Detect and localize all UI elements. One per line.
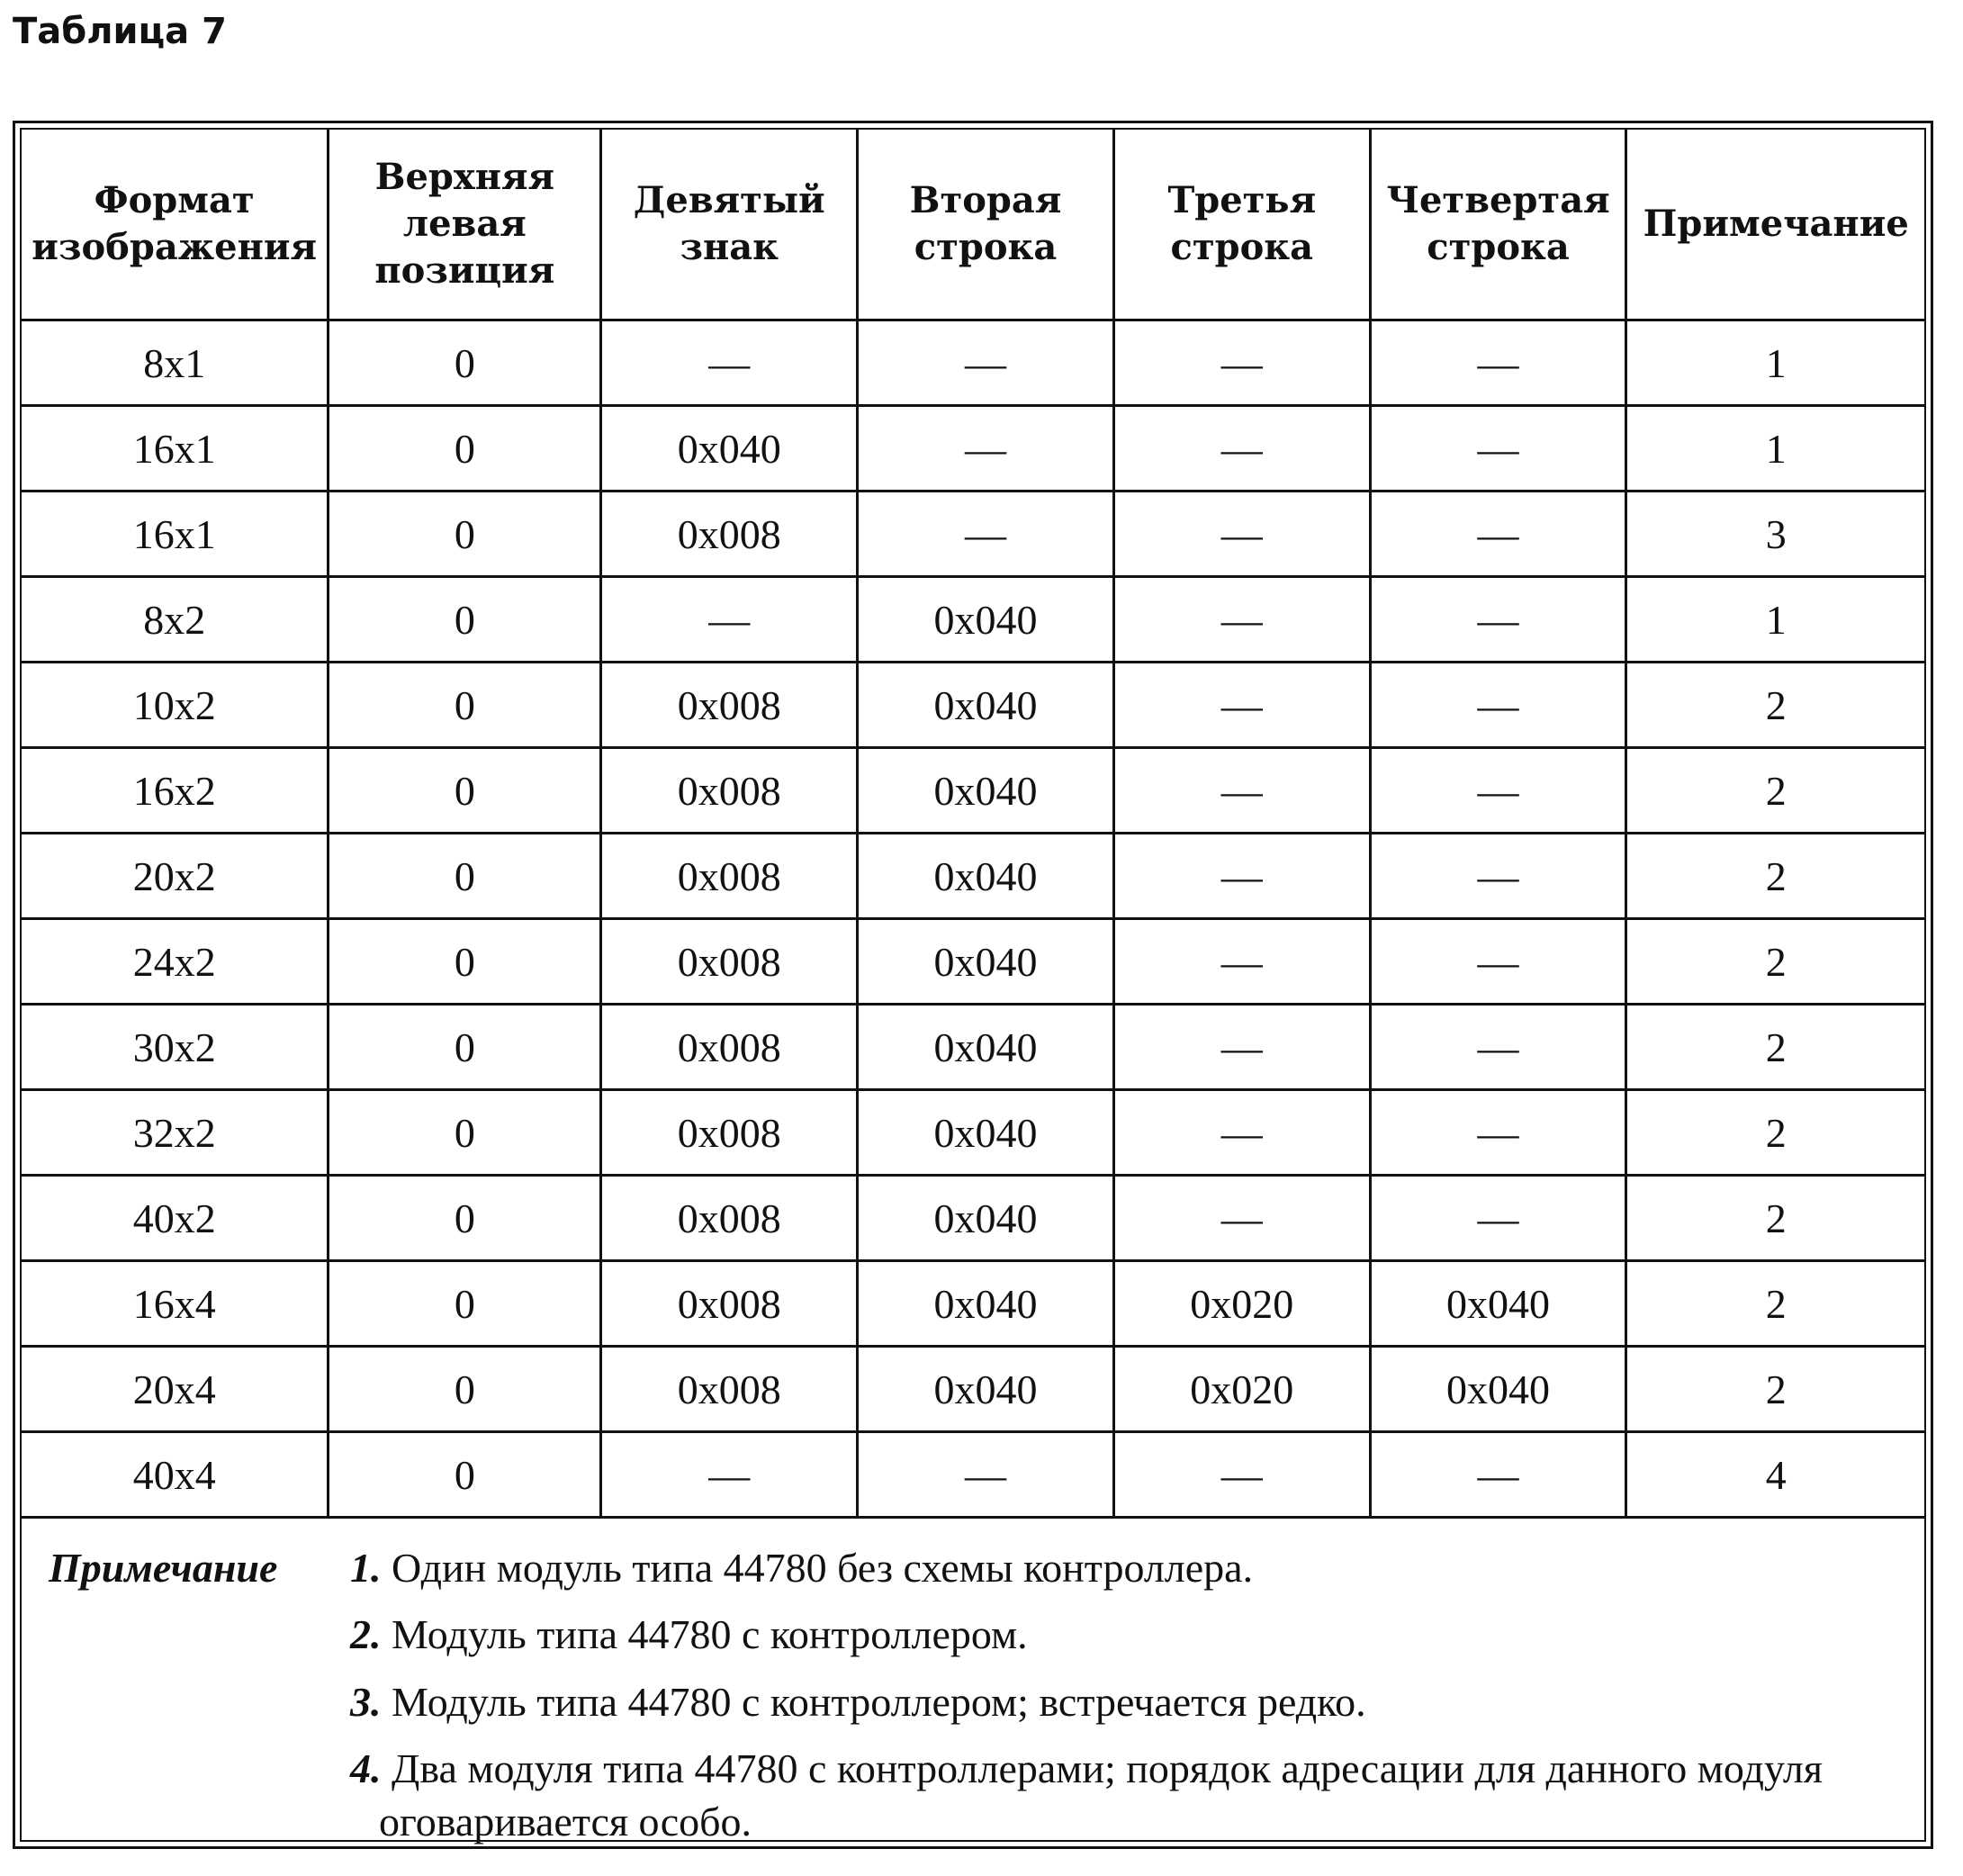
table-row — [22, 834, 1924, 919]
cell-third-line: — — [1113, 577, 1370, 663]
cell-fourth-line: 0x040 — [1370, 1347, 1626, 1432]
cell-second-line: 0x040 — [858, 1005, 1114, 1090]
cell-note: 2 — [1626, 748, 1924, 834]
cell-second-line: — — [858, 320, 1114, 406]
cell-ninth-char: 0x008 — [601, 919, 858, 1005]
cell-third-line: — — [1113, 320, 1370, 406]
cell-ninth-char: — — [601, 1432, 858, 1518]
cell-top-left-position: 0 — [329, 1261, 601, 1347]
cell-second-line: 0x040 — [858, 1261, 1114, 1347]
note-number: 4. — [350, 1745, 382, 1792]
cell-second-line: — — [858, 492, 1114, 577]
cell-third-line: — — [1113, 663, 1370, 748]
cell-third-line: 0x020 — [1113, 1261, 1370, 1347]
header-fourth-line: Четвертая строка — [1370, 130, 1626, 320]
notes-list — [350, 1542, 1897, 1848]
cell-note: 2 — [1626, 1090, 1924, 1176]
cell-top-left-position: 0 — [329, 1005, 601, 1090]
cell-note: 2 — [1626, 1005, 1924, 1090]
cell-third-line: — — [1113, 748, 1370, 834]
note-item — [350, 1542, 1897, 1594]
notes-section — [22, 1519, 1924, 1848]
cell-top-left-position: 0 — [329, 320, 601, 406]
cell-format: 30x2 — [22, 1005, 329, 1090]
note-item — [350, 1609, 1897, 1661]
cell-ninth-char: — — [601, 577, 858, 663]
cell-note: 2 — [1626, 1347, 1924, 1432]
table-row — [22, 492, 1924, 577]
table-row — [22, 1176, 1924, 1261]
cell-ninth-char: 0x008 — [601, 1347, 858, 1432]
table-row — [22, 1005, 1924, 1090]
cell-note: 2 — [1626, 1176, 1924, 1261]
cell-second-line: 0x040 — [858, 1176, 1114, 1261]
cell-format: 24x2 — [22, 919, 329, 1005]
cell-fourth-line: — — [1370, 1005, 1626, 1090]
note-text: Модуль типа 44780 с контроллером. — [392, 1611, 1028, 1658]
cell-top-left-position: 0 — [329, 577, 601, 663]
cell-format: 20x2 — [22, 834, 329, 919]
cell-fourth-line: — — [1370, 492, 1626, 577]
cell-top-left-position: 0 — [329, 492, 601, 577]
cell-second-line: 0x040 — [858, 1347, 1114, 1432]
cell-format: 20x4 — [22, 1347, 329, 1432]
table-row — [22, 1347, 1924, 1432]
table-row — [22, 1090, 1924, 1176]
header-ninth-char: Девятый знак — [601, 130, 858, 320]
cell-ninth-char: 0x040 — [601, 406, 858, 492]
header-row — [22, 130, 1924, 320]
header-note: Примечание — [1626, 130, 1924, 320]
cell-format: 8x2 — [22, 577, 329, 663]
cell-top-left-position: 0 — [329, 919, 601, 1005]
cell-note: 1 — [1626, 406, 1924, 492]
cell-second-line: 0x040 — [858, 834, 1114, 919]
cell-note: 2 — [1626, 919, 1924, 1005]
notes-label: Примечание — [49, 1545, 278, 1591]
note-text: Модуль типа 44780 с контроллером; встречается редко. — [392, 1678, 1366, 1725]
cell-ninth-char: 0x008 — [601, 834, 858, 919]
cell-ninth-char: 0x008 — [601, 1261, 858, 1347]
cell-third-line: — — [1113, 492, 1370, 577]
cell-format: 16x4 — [22, 1261, 329, 1347]
table-inner-frame — [20, 128, 1926, 1842]
cell-format: 32x2 — [22, 1090, 329, 1176]
cell-fourth-line: — — [1370, 834, 1626, 919]
header-format: Формат изображения — [22, 130, 329, 320]
cell-fourth-line: — — [1370, 577, 1626, 663]
cell-format: 16x1 — [22, 492, 329, 577]
table-row — [22, 1261, 1924, 1347]
cell-format: 40x2 — [22, 1176, 329, 1261]
cell-format: 40x4 — [22, 1432, 329, 1518]
cell-ninth-char: 0x008 — [601, 1090, 858, 1176]
cell-fourth-line: — — [1370, 1432, 1626, 1518]
table-caption: Таблица 7 — [13, 11, 227, 52]
cell-note: 4 — [1626, 1432, 1924, 1518]
cell-ninth-char: — — [601, 320, 858, 406]
cell-second-line: — — [858, 406, 1114, 492]
table-row — [22, 748, 1924, 834]
note-number: 1. — [350, 1545, 382, 1591]
header-third-line: Третья строка — [1113, 130, 1370, 320]
note-item — [350, 1676, 1897, 1728]
cell-second-line: 0x040 — [858, 748, 1114, 834]
cell-second-line: 0x040 — [858, 577, 1114, 663]
cell-third-line: — — [1113, 1005, 1370, 1090]
header-top-left-position: Верхняя левая позиция — [329, 130, 601, 320]
cell-third-line: 0x020 — [1113, 1347, 1370, 1432]
cell-format: 16x1 — [22, 406, 329, 492]
cell-second-line: 0x040 — [858, 663, 1114, 748]
table-row — [22, 577, 1924, 663]
cell-format: 10x2 — [22, 663, 329, 748]
cell-top-left-position: 0 — [329, 1176, 601, 1261]
cell-fourth-line: — — [1370, 919, 1626, 1005]
cell-note: 2 — [1626, 663, 1924, 748]
cell-fourth-line: — — [1370, 663, 1626, 748]
table-row — [22, 406, 1924, 492]
cell-third-line: — — [1113, 834, 1370, 919]
cell-note: 1 — [1626, 577, 1924, 663]
table-body — [22, 320, 1924, 1518]
cell-format: 8x1 — [22, 320, 329, 406]
cell-third-line: — — [1113, 1090, 1370, 1176]
cell-ninth-char: 0x008 — [601, 1005, 858, 1090]
cell-fourth-line: — — [1370, 748, 1626, 834]
cell-top-left-position: 0 — [329, 663, 601, 748]
table-row — [22, 1432, 1924, 1518]
table-row — [22, 320, 1924, 406]
cell-fourth-line: 0x040 — [1370, 1261, 1626, 1347]
cell-top-left-position: 0 — [329, 406, 601, 492]
cell-top-left-position: 0 — [329, 834, 601, 919]
note-number: 3. — [350, 1678, 382, 1725]
cell-third-line: — — [1113, 919, 1370, 1005]
display-format-table — [22, 130, 1924, 1519]
cell-ninth-char: 0x008 — [601, 1176, 858, 1261]
table-row — [22, 663, 1924, 748]
cell-ninth-char: 0x008 — [601, 663, 858, 748]
cell-format: 16x2 — [22, 748, 329, 834]
cell-top-left-position: 0 — [329, 1090, 601, 1176]
note-text: Один модуль типа 44780 без схемы контроллера. — [392, 1545, 1254, 1591]
cell-top-left-position: 0 — [329, 1432, 601, 1518]
cell-note: 1 — [1626, 320, 1924, 406]
cell-fourth-line: — — [1370, 320, 1626, 406]
cell-fourth-line: — — [1370, 406, 1626, 492]
cell-fourth-line: — — [1370, 1176, 1626, 1261]
table-row — [22, 919, 1924, 1005]
header-second-line: Вторая строка — [858, 130, 1114, 320]
note-number: 2. — [350, 1611, 382, 1658]
cell-top-left-position: 0 — [329, 1347, 601, 1432]
cell-second-line: 0x040 — [858, 919, 1114, 1005]
table-frame — [13, 121, 1933, 1849]
note-text: Два модуля типа 44780 с контроллерами; порядок адресации для данного модуля оговаривается особо. — [379, 1745, 1823, 1844]
cell-third-line: — — [1113, 1432, 1370, 1518]
cell-third-line: — — [1113, 1176, 1370, 1261]
cell-second-line: 0x040 — [858, 1090, 1114, 1176]
cell-note: 2 — [1626, 834, 1924, 919]
note-item — [350, 1743, 1897, 1848]
cell-note: 3 — [1626, 492, 1924, 577]
cell-second-line: — — [858, 1432, 1114, 1518]
cell-ninth-char: 0x008 — [601, 748, 858, 834]
cell-top-left-position: 0 — [329, 748, 601, 834]
cell-third-line: — — [1113, 406, 1370, 492]
cell-ninth-char: 0x008 — [601, 492, 858, 577]
cell-note: 2 — [1626, 1261, 1924, 1347]
cell-fourth-line: — — [1370, 1090, 1626, 1176]
